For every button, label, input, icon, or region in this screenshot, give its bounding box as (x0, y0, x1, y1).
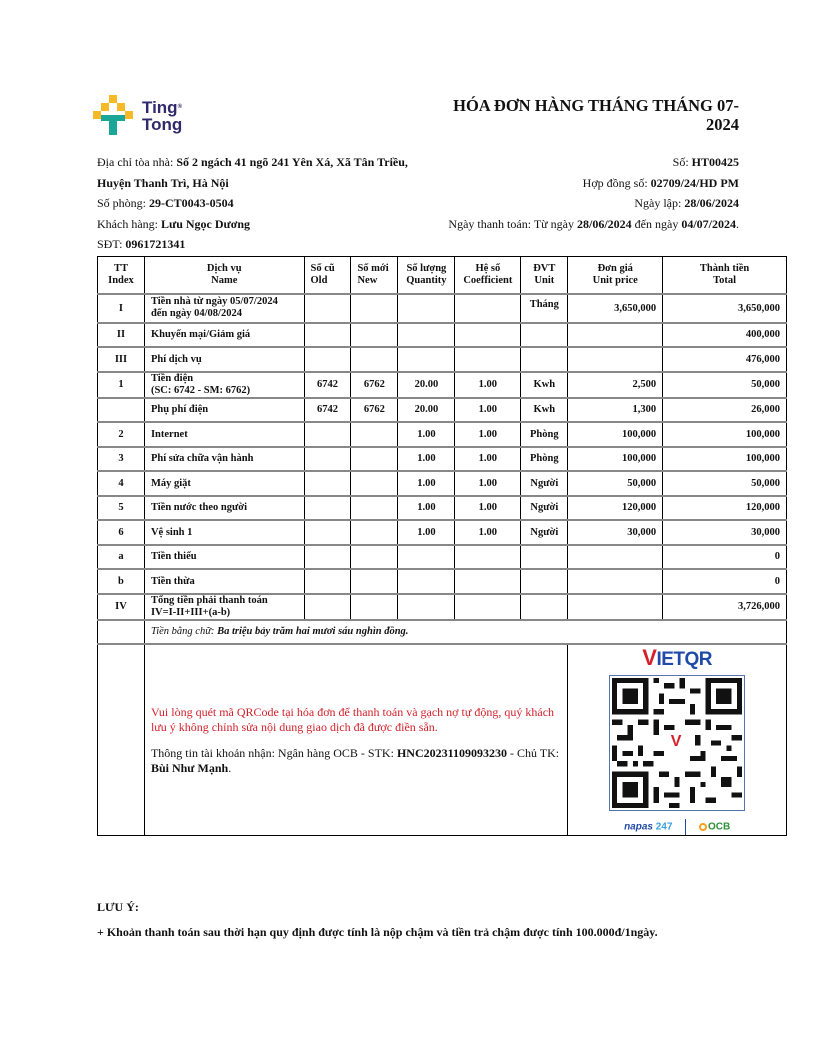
customer-info: Địa chỉ tòa nhà: Số 2 ngách 41 ngõ 241 Yên Xá, Xã Tân Triều, Huyện Thanh Trì, Hà Nội Số phòng: 29-CT0043-0504 Khách hàng: Lưu Ngọc Dương SĐT: 0961721341 (97, 152, 437, 255)
grand-total: 3,726,000 (663, 594, 787, 620)
table-row: II Khuyến mại/Giảm giá 400,000 (98, 323, 787, 348)
bank-logos: napas 247 OCB (568, 819, 786, 835)
vietqr-block (568, 644, 787, 836)
total-row: IV Tổng tiền phải thanh toán IV=I-II+III+(a-b) 3,726,000 (98, 594, 787, 620)
table-row: 3 Phí sửa chữa vận hành 1.00 1.00 Phòng 100,000 100,000 (98, 447, 787, 472)
notes-title: LƯU Ý: (97, 900, 139, 914)
contract-number: Hợp đồng số: 02709/24/HD PM (582, 175, 739, 190)
account-info: Thông tin tài khoản nhận: Ngân hàng OCB - STK: HNC20231109093230 - Chủ TK: Bùi Như Mạnh. (150, 746, 560, 775)
col-index: TT Index (98, 257, 145, 295)
col-unit: ĐVT Unit (521, 257, 568, 295)
logo-text: Ting® Tong (142, 98, 183, 134)
table-row: Phụ phí điện 6742 6762 20.00 1.00 Kwh 1,300 26,000 (98, 398, 787, 423)
invoice-table (97, 256, 787, 836)
qr-code[interactable] (609, 675, 745, 811)
invoice-meta (379, 152, 739, 234)
phone-number: SĐT: 0961721341 (97, 237, 186, 251)
vietqr-center-icon: V (666, 732, 686, 752)
invoice-title: HÓA ĐƠN HÀNG THÁNG THÁNG 07- 2024 (453, 96, 739, 134)
payment-instructions (144, 644, 567, 836)
tingtong-logo (97, 95, 193, 137)
amount-in-words: Tiền bằng chữ: Ba triệu bảy trăm hai mươi sáu nghìn đồng. (144, 620, 786, 645)
address: Địa chỉ tòa nhà: Số 2 ngách 41 ngõ 241 Yên Xá, Xã Tân Triều, (97, 155, 408, 169)
table-row: 5 Tiền nước theo người 1.00 1.00 Người 120,000 120,000 (98, 496, 787, 521)
payment-period: Ngày thanh toán: Từ ngày 28/06/2024 đến ngày 04/07/2024. (448, 216, 739, 231)
table-header (98, 257, 787, 295)
napas-logo: napas (624, 821, 653, 833)
customer-name: Khách hàng: Lưu Ngọc Dương (97, 216, 251, 231)
invoice-number: Số: HT00425 (672, 155, 739, 169)
ocb-logo: OCB (708, 821, 731, 833)
col-name: Dịch vụ Name (144, 257, 304, 295)
table-row: 2 Internet 1.00 1.00 Phòng 100,000 100,000 (98, 422, 787, 447)
col-total: Thành tiền Total (663, 257, 787, 295)
col-coefficient: Hệ số Coefficient (455, 257, 521, 295)
col-unit-price: Đơn giá Unit price (568, 257, 663, 295)
table-row: a Tiền thiếu 0 (98, 545, 787, 570)
invoice-header (97, 94, 787, 144)
col-quantity: Số lượng Quantity (398, 257, 455, 295)
late-payment-note: + Khoản thanh toán sau thời hạn quy định được tính là nộp chậm và tiền trả chậm được tính 100.000đ/1ngày. (97, 925, 658, 939)
invoice-info (97, 144, 787, 252)
room-number: Số phòng: 29-CT0043-0504 (97, 196, 234, 210)
col-old: Số cũ Old (304, 257, 351, 295)
ocb-logo-icon (699, 823, 707, 831)
divider (685, 819, 686, 835)
table-row: b Tiền thừa 0 (98, 569, 787, 594)
payment-row (98, 644, 787, 836)
qr-notice: Vui lòng quét mã QRCode tại hóa đơn để thanh toán và gạch nợ tự động, quý khách lưu ý không chỉnh sửa nội dung giao dịch đã được điền sẵn. (150, 705, 555, 734)
col-new: Số mới New (351, 257, 398, 295)
amount-in-words-row (98, 620, 787, 645)
invoice-page (97, 94, 787, 252)
table-row: 6 Vệ sinh 1 1.00 1.00 Người 30,000 30,000 (98, 520, 787, 545)
created-date: Ngày lập: 28/06/2024 (634, 196, 739, 210)
vietqr-logo: VIETQR (642, 645, 713, 670)
notes-section (97, 899, 658, 940)
table-row: 1 Tiền điện (SC: 6742 - SM: 6762) 6742 6762 20.00 1.00 Kwh 2,500 50,000 (98, 372, 787, 398)
table-row: 4 Máy giặt 1.00 1.00 Người 50,000 50,000 (98, 471, 787, 496)
table-row: III Phí dịch vụ 476,000 (98, 347, 787, 372)
table-row: I Tiền nhà từ ngày 05/07/2024 đến ngày 04/08/2024 Tháng 3,650,000 3,650,000 (98, 294, 787, 323)
